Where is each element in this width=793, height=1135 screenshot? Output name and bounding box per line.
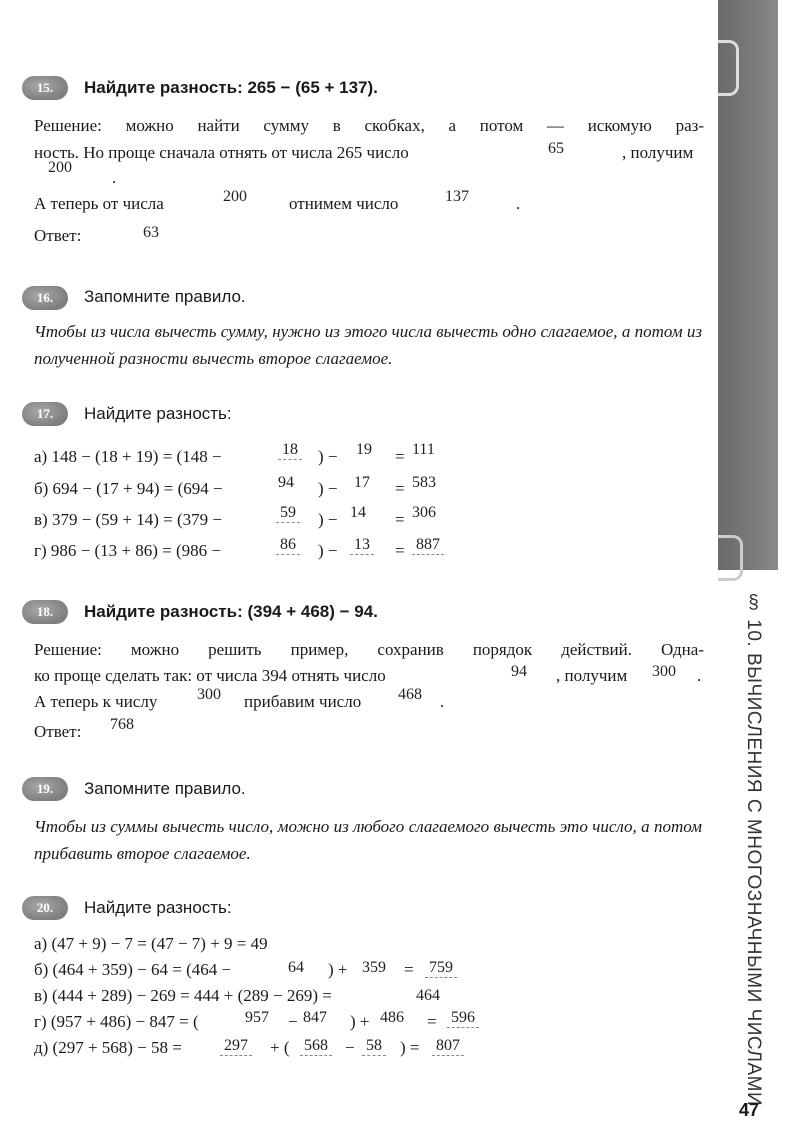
task-20-row-b-2: ) + <box>328 960 348 979</box>
task-20-row-d-4: ) + <box>350 1012 370 1031</box>
task-20-row-c: в) (444 + 289) − 269 = 444 + (289 − 269) = <box>34 986 332 1005</box>
task-badge-19: 19. <box>22 777 68 801</box>
task-20-row-b-4: = <box>404 960 414 979</box>
task-20-row-b-1: 64 <box>288 959 304 976</box>
task-17-row-a-1: 18 <box>278 441 302 460</box>
task-20-row-b-3: 359 <box>362 959 386 976</box>
task-18-text-4: А теперь к числу <box>34 692 158 711</box>
task-17-row-a: а) 148 − (18 + 19) = (148 − <box>34 447 222 466</box>
task-16-rule: Чтобы из числа вычесть сумму, нужно из этого числа вычесть одно слагаемое, а потом из полученной разности вычесть второе слагаемое. <box>34 322 702 368</box>
task-17-row-a-2: 19 <box>356 441 372 458</box>
task-17-row-c: в) 379 − (59 + 14) = (379 − <box>34 510 223 529</box>
task-badge-17: 17. <box>22 402 68 426</box>
task-20-row-e-5: 58 <box>362 1037 386 1056</box>
task-17-row-b-eq: = <box>395 479 405 498</box>
task-17-row-b-mid: ) − <box>318 479 338 498</box>
page-number: 47 <box>738 1100 759 1120</box>
task-19-title: Запомните правило. <box>84 779 246 798</box>
task-17-row-d: г) 986 − (13 + 86) = (986 − <box>34 541 221 560</box>
task-20-row-e-6: ) = <box>400 1038 420 1057</box>
task-20-row-d-2: − <box>288 1012 298 1031</box>
task-20-row-e-3: 568 <box>300 1037 332 1056</box>
task-16-title: Запомните правило. <box>84 287 246 306</box>
task-15-answer-2: 200 <box>48 159 72 176</box>
task-18-text-3: , получим <box>556 666 628 685</box>
task-15-answer-label: Ответ: <box>34 226 82 245</box>
task-18-answer-4: 468 <box>398 686 422 703</box>
task-18-text-5: прибавим число <box>244 692 362 711</box>
task-15-title: Найдите разность: 265 − (65 + 137). <box>84 78 378 97</box>
task-15-answer-4: 137 <box>445 188 469 205</box>
task-20-row-d-6: = <box>427 1012 437 1031</box>
task-20-row-e-7: 807 <box>432 1037 464 1056</box>
task-18-dot-1: . <box>697 666 702 685</box>
side-tab-bar <box>718 0 778 570</box>
task-18-answer-2: 300 <box>652 663 676 680</box>
task-17-row-a-mid: ) − <box>318 447 338 466</box>
task-17-row-c-1: 59 <box>276 504 300 523</box>
task-17-row-d-3: 887 <box>412 536 444 555</box>
task-17-row-d-mid: ) − <box>318 541 338 560</box>
task-20-row-e-2: + ( <box>270 1038 290 1057</box>
task-badge-20: 20. <box>22 896 68 920</box>
task-20-row-e-1: 297 <box>220 1037 252 1056</box>
task-20-row-e-4: − <box>345 1038 355 1057</box>
task-badge-16: 16. <box>22 286 68 310</box>
task-15-text-3: , получим <box>622 143 694 162</box>
task-18-answer-label: Ответ: <box>34 722 82 741</box>
task-17-row-b-1: 94 <box>278 474 294 491</box>
task-20-row-d-3: 847 <box>303 1009 327 1026</box>
task-badge-15: 15. <box>22 76 68 100</box>
task-17-row-d-1: 86 <box>276 536 300 555</box>
task-17-row-d-eq: = <box>395 541 405 560</box>
task-15-answer-5: 63 <box>143 224 159 241</box>
task-20-row-e: д) (297 + 568) − 58 = <box>34 1038 182 1057</box>
task-19-rule: Чтобы из суммы вычесть число, можно из любого слагаемого вычесть это число, а потом прибавить второе слагаемое. <box>34 817 702 863</box>
task-17-row-c-3: 306 <box>412 504 436 521</box>
task-15-text-4: А теперь от числа <box>34 194 164 213</box>
task-17-row-c-mid: ) − <box>318 510 338 529</box>
task-15-answer-3: 200 <box>223 188 247 205</box>
task-15-dot-2: . <box>516 194 521 213</box>
task-18-answer-3: 300 <box>197 686 221 703</box>
task-20-row-b: б) (464 + 359) − 64 = (464 − <box>34 960 232 979</box>
task-17-row-a-3: 111 <box>412 441 435 458</box>
task-badge-18: 18. <box>22 600 68 624</box>
task-18-answer-5: 768 <box>110 716 134 733</box>
task-17-row-d-2: 13 <box>350 536 374 555</box>
task-15-text-5: отнимем число <box>289 194 399 213</box>
task-20-row-d-1: 957 <box>245 1009 269 1026</box>
task-17-row-b-3: 583 <box>412 474 436 491</box>
task-17-row-c-eq: = <box>395 510 405 529</box>
side-tab-notch <box>718 535 743 581</box>
task-20-row-d-7: 596 <box>447 1009 479 1028</box>
task-17-row-b: б) 694 − (17 + 94) = (694 − <box>34 479 223 498</box>
task-20-row-b-5: 759 <box>425 959 457 978</box>
task-18-text-1: Решение: можно решить пример, сохранив порядок действий. Одна- <box>34 640 704 659</box>
task-20-row-d-5: 486 <box>380 1009 404 1026</box>
task-15-dot: . <box>112 168 117 187</box>
section-title-vertical: § 10. ВЫЧИСЛЕНИЯ С МНОГОЗНАЧНЫМИ ЧИСЛАМИ <box>743 592 764 1107</box>
task-17-title: Найдите разность: <box>84 404 232 423</box>
task-18-text-2: ко проще сделать так: от числа 394 отнять число <box>34 666 386 685</box>
task-20-row-d: г) (957 + 486) − 847 = ( <box>34 1012 199 1031</box>
task-18-dot-2: . <box>440 692 445 711</box>
task-18-title: Найдите разность: (394 + 468) − 94. <box>84 602 378 621</box>
task-18-answer-1: 94 <box>511 663 527 680</box>
task-15-text-1: Решение: можно найти сумму в скобках, а потом — искомую раз- <box>34 116 704 135</box>
task-17-row-b-2: 17 <box>354 474 370 491</box>
task-17-row-a-eq: = <box>395 447 405 466</box>
task-20-title: Найдите разность: <box>84 898 232 917</box>
task-20-row-a: а) (47 + 9) − 7 = (47 − 7) + 9 = 49 <box>34 934 268 953</box>
task-15-text-2: ность. Но проще сначала отнять от числа 265 число <box>34 143 409 162</box>
task-17-row-c-2: 14 <box>350 504 366 521</box>
task-20-row-c-1: 464 <box>416 987 440 1004</box>
task-15-answer-1: 65 <box>548 140 564 157</box>
